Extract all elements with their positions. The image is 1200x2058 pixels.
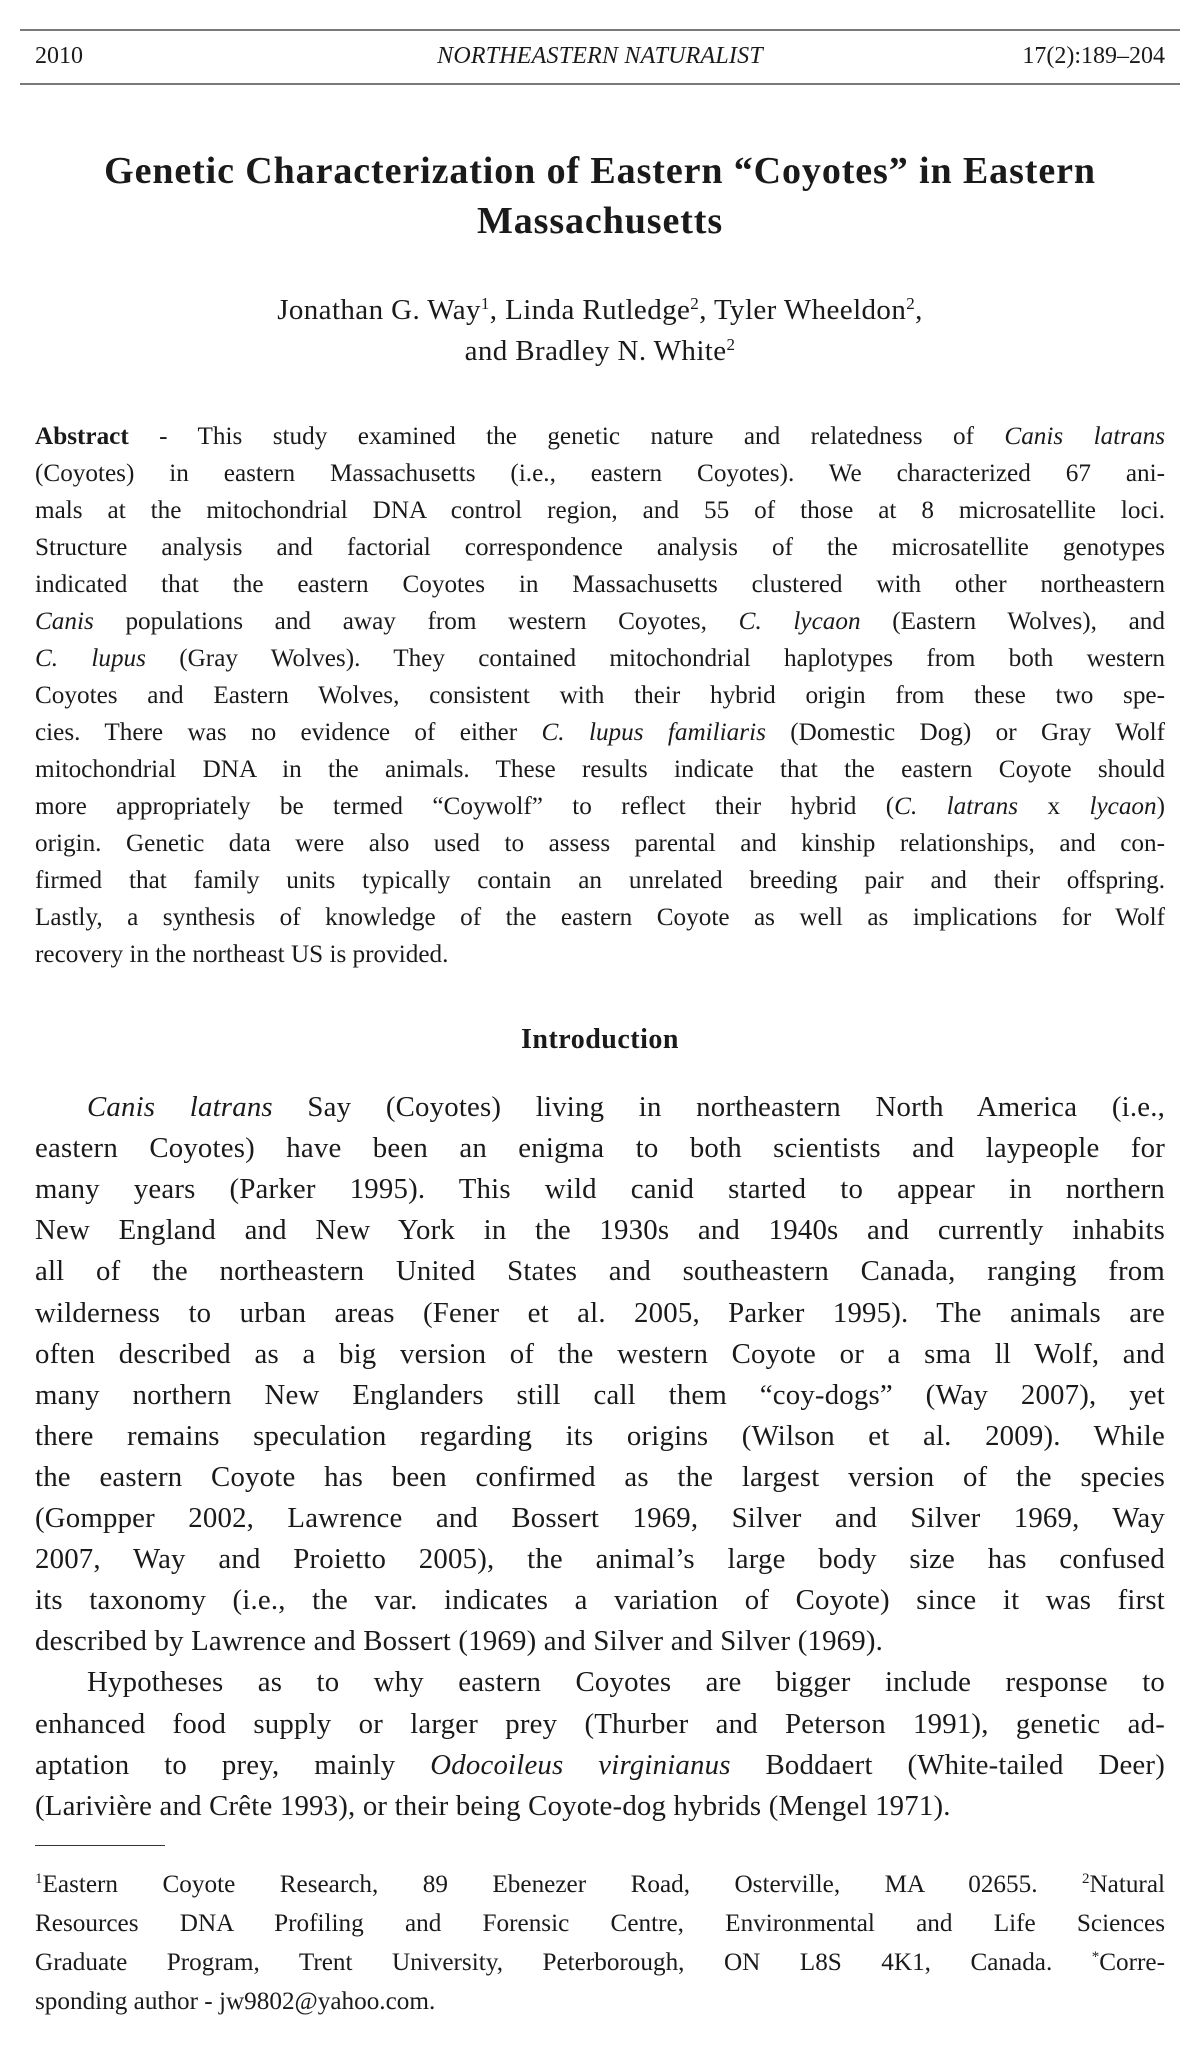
text-run: sponding author - jw9802@yahoo.com.: [35, 1988, 436, 2015]
abstract-line: [35, 603, 1165, 640]
affiliation-marker: 2: [690, 294, 700, 313]
text-run: many years (Parker 1995). This wild canid started to appear in northern: [35, 1173, 1165, 1206]
footnote-line: [35, 1982, 1165, 2021]
italic-text: Canis latrans: [87, 1091, 273, 1123]
abstract-line: [35, 899, 1165, 936]
footnote-line: [35, 1943, 1165, 1982]
footnote-marker: 1: [35, 1871, 43, 1887]
text-run: enhanced food supply or larger prey (Thurber and Peterson 1991), genetic ad-: [35, 1707, 1165, 1740]
text-run: Eastern Coyote Research, 89 Ebenezer Road, Osterville, MA 02655.: [42, 1871, 1082, 1898]
text-run: (Larivière and Crête 1993), or their being Coyote-dog hybrids (Mengel 1971).: [35, 1789, 951, 1822]
intro-line: [35, 1334, 1165, 1375]
text-run: populations and away from western Coyotes,: [93, 608, 739, 635]
intro-line: [35, 1745, 1165, 1786]
running-head-volume: 17(2):189–204: [1022, 43, 1165, 69]
text-run: Corre-: [1099, 1949, 1165, 1976]
text-run: many northern New Englanders still call them “coy-dogs” (Way 2007), yet: [35, 1378, 1165, 1411]
text-run: - This study examined the genetic nature and relatedness of: [128, 423, 1005, 450]
header-bottom-rule: [20, 83, 1180, 85]
abstract-line: [35, 751, 1165, 788]
author-name: , Tyler Wheeldon: [699, 294, 907, 326]
text-run: Say (Coyotes) living in northeastern North America (i.e.,: [272, 1091, 1166, 1123]
text-run: more appropriately be termed “Coywolf” to reflect their hybrid (: [35, 793, 895, 820]
abstract-line: [35, 788, 1165, 825]
abstract-line: [35, 492, 1165, 529]
text-run: 2007, Way and Proietto 2005), the animal’s large body size has confused: [35, 1543, 1165, 1576]
abstract-line: [35, 936, 1165, 973]
text-run: Coyotes and Eastern Wolves, consistent with their hybrid origin from these two spe-: [35, 682, 1165, 709]
text-run: x: [1018, 793, 1090, 820]
abstract-line: [35, 418, 1165, 455]
intro-line: [35, 1539, 1165, 1580]
text-run: firmed that family units typically contain an unrelated breeding pair and their offspring.: [35, 867, 1165, 894]
italic-text: C. lycaon: [738, 608, 861, 635]
intro-line: [35, 1580, 1165, 1621]
section-heading-introduction: Introduction: [521, 1024, 679, 1055]
running-head-year: 2010: [35, 43, 83, 69]
footnote-marker: *: [1091, 1949, 1100, 1965]
text-run: (Eastern Wolves), and: [860, 608, 1165, 635]
text-run: Boddaert (White-tailed Deer): [730, 1748, 1165, 1781]
abstract-line: [35, 862, 1165, 899]
affiliation-marker: 2: [906, 294, 916, 313]
running-head-journal: NORTHEASTERN NATURALIST: [437, 43, 763, 69]
footnote-rule: [35, 1845, 165, 1846]
text-run: indicated that the eastern Coyotes in Massachusetts clustered with other northeastern: [35, 571, 1165, 598]
footnote-line: [35, 1865, 1165, 1904]
text-run: origin. Genetic data were also used to assess parental and kinship relationships, and con-: [35, 830, 1165, 857]
footnote-marker: 2: [1081, 1871, 1090, 1887]
italic-text: C. lupus familiaris: [541, 719, 766, 746]
intro-line: [35, 1704, 1165, 1745]
text-run: Lastly, a synthesis of knowledge of the eastern Coyote as well as implications for Wolf: [35, 904, 1165, 931]
text-run: cies. There was no evidence of either: [35, 719, 542, 746]
text-run: all of the northeastern United States and southeastern Canada, ranging from: [35, 1255, 1165, 1288]
intro-line: [35, 1210, 1165, 1251]
text-run: (Gray Wolves). They contained mitochondrial haplotypes from both western: [145, 645, 1165, 672]
italic-text: lycaon: [1089, 793, 1157, 820]
intro-line: [35, 1621, 1165, 1662]
italic-text: Canis latrans: [1004, 423, 1165, 450]
affiliation-marker: 1: [480, 294, 490, 313]
italic-text: Canis: [35, 608, 94, 635]
intro-line: [35, 1293, 1165, 1334]
text-run: Hypotheses as to why eastern Coyotes are bigger include response to: [87, 1666, 1165, 1699]
intro-line: [35, 1169, 1165, 1210]
abstract-line: [35, 566, 1165, 603]
text-run: often described as a big version of the western Coyote or a sma ll Wolf, and: [35, 1337, 1165, 1370]
header-top-rule: [20, 29, 1180, 31]
text-run: mitochondrial DNA in the animals. These results indicate that the eastern Coyote should: [35, 756, 1165, 783]
text-run: Natural: [1089, 1871, 1165, 1898]
italic-text: C. latrans: [894, 793, 1019, 820]
text-run: New England and New York in the 1930s and 1940s and currently inhabits: [35, 1214, 1165, 1247]
abstract-line: [35, 825, 1165, 862]
article-title: [35, 146, 1165, 246]
author-list: [35, 290, 1165, 372]
text-run: described by Lawrence and Bossert (1969) and Silver and Silver (1969).: [35, 1625, 884, 1658]
intro-line: [35, 1128, 1165, 1169]
abstract-line: [35, 640, 1165, 677]
text-run: (Gompper 2002, Lawrence and Bossert 1969, Silver and Silver 1969, Way: [35, 1502, 1165, 1534]
text-run: Structure analysis and factorial correspondence analysis of the microsatellite genotypes: [35, 534, 1165, 561]
abstract-label: Abstract: [35, 423, 129, 450]
intro-line: [35, 1786, 1165, 1827]
text-run: eastern Coyotes) have been an enigma to both scientists and laypeople for: [35, 1132, 1165, 1165]
text-run: the eastern Coyote has been confirmed as the largest version of the species: [35, 1460, 1165, 1493]
text-run: mals at the mitochondrial DNA control region, and 55 of those at 8 microsatellite loci.: [35, 497, 1165, 524]
text-run: recovery in the northeast US is provided.: [35, 941, 449, 968]
abstract-line: [35, 677, 1165, 714]
intro-line: [35, 1251, 1165, 1292]
title-line-2: Massachusetts: [476, 200, 724, 242]
intro-line: [35, 1375, 1165, 1416]
intro-line: [35, 1457, 1165, 1498]
italic-text: C. lupus: [35, 645, 146, 672]
running-head: [35, 38, 1165, 74]
text-run: (Coyotes) in eastern Massachusetts (i.e., eastern Coyotes). We characterized 67 ani-: [35, 460, 1165, 487]
abstract-line: [35, 455, 1165, 492]
intro-line: [87, 1662, 1165, 1703]
author-name: , Linda Rutledge: [489, 294, 691, 326]
affiliation-marker: 2: [726, 335, 736, 354]
text-run: aptation to prey, mainly: [35, 1748, 431, 1781]
abstract-line: [35, 714, 1165, 751]
intro-line: [87, 1087, 1165, 1128]
author-name: and Bradley N. White: [464, 335, 727, 367]
text-run: its taxonomy (i.e., the var. indicates a variation of Coyote) since it was first: [35, 1584, 1165, 1617]
text-run: (Domestic Dog) or Gray Wolf: [765, 719, 1166, 746]
author-name: Jonathan G. Way: [277, 294, 481, 326]
text-run: ): [1156, 793, 1165, 820]
abstract-line: [35, 529, 1165, 566]
text-run: Graduate Program, Trent University, Peterborough, ON L8S 4K1, Canada.: [35, 1949, 1092, 1976]
italic-text: Odocoileus virginianus: [430, 1748, 731, 1781]
footnote-line: [35, 1904, 1165, 1943]
text-run: there remains speculation regarding its origins (Wilson et al. 2009). While: [35, 1419, 1165, 1452]
text-run: Resources DNA Profiling and Forensic Centre, Environmental and Life Sciences: [35, 1910, 1165, 1937]
intro-line: [35, 1416, 1165, 1457]
text-run: wilderness to urban areas (Fener et al. 2005, Parker 1995). The animals are: [35, 1296, 1165, 1329]
author-separator: ,: [915, 294, 923, 326]
title-line-1: Genetic Characterization of Eastern “Coyotes” in Eastern: [104, 150, 1096, 192]
intro-line: [35, 1498, 1165, 1539]
